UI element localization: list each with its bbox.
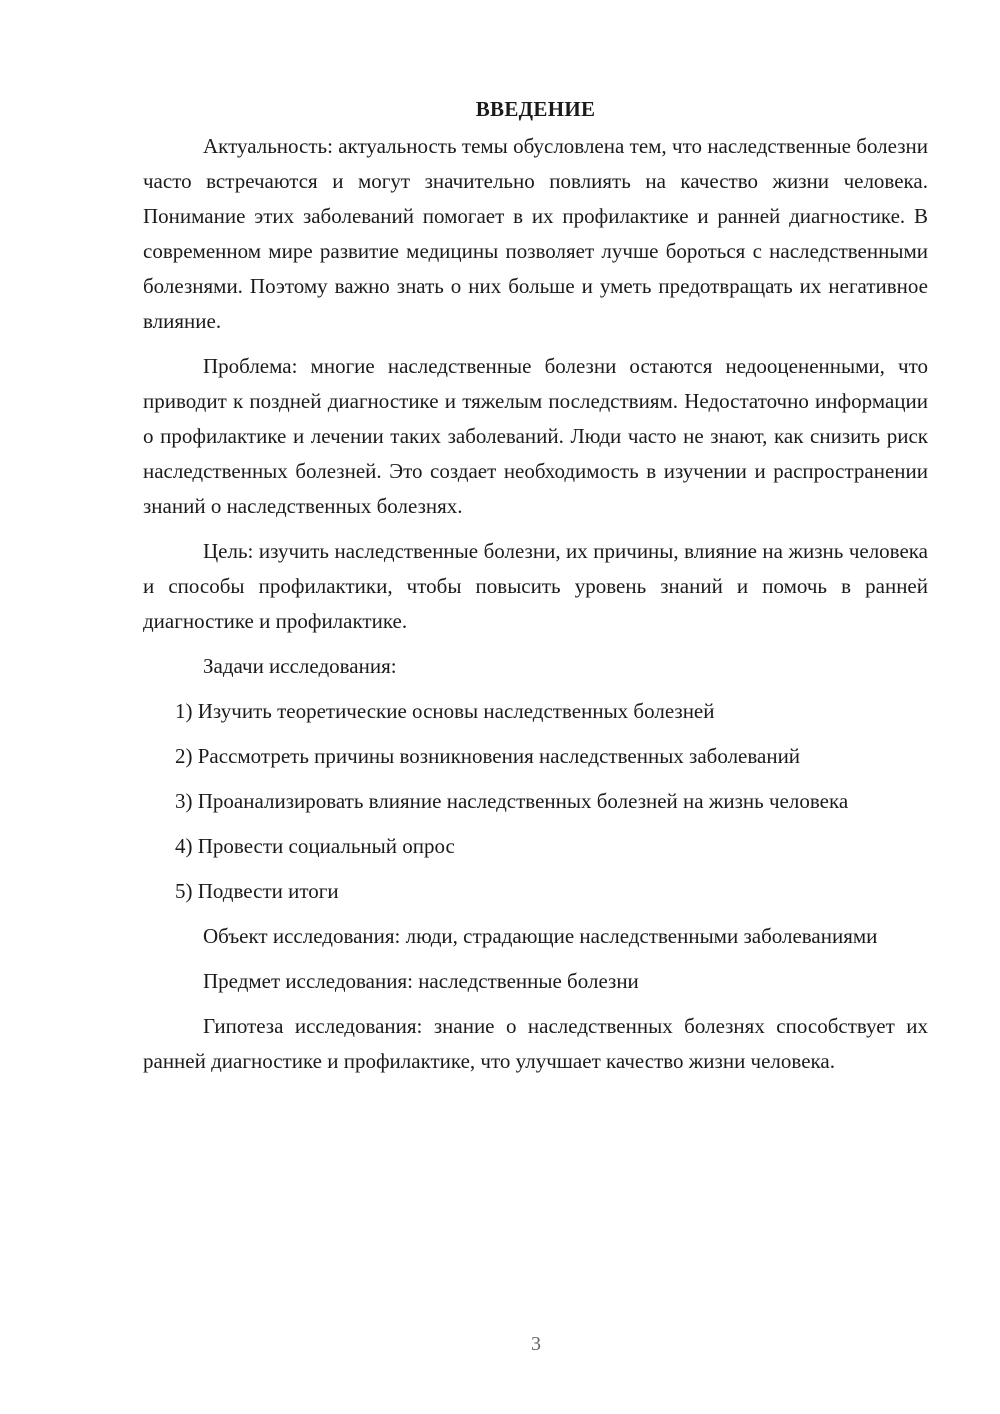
section-title: ВВЕДЕНИЕ	[475, 97, 596, 121]
task-item: 4) Провести социальный опрос	[175, 834, 455, 858]
task-item: 3) Проанализировать влияние наследственных болезней на жизнь человека	[175, 789, 849, 813]
document-page	[143, 92, 928, 1089]
tasks-heading: Задачи исследования:	[203, 654, 397, 678]
relevance-paragraph: Актуальность: актуальность темы обусловлена тем, что наследственные болезни часто встречаются и могут значительно повлиять на качество жизни человека. Понимание этих заболеваний помогает в их профилактике и ранней диагностике. В современном мире развитие медицины позволяет лучше бороться с наследственными болезнями. Поэтому важно знать о них больше и уметь предотвращать их негативное влияние.	[143, 134, 928, 333]
task-item: 5) Подвести итоги	[175, 879, 339, 903]
task-item: 1) Изучить теоретические основы наследственных болезней	[175, 699, 715, 723]
subject-paragraph: Предмет исследования: наследственные болезни	[203, 969, 639, 993]
task-item: 2) Рассмотреть причины возникновения наследственных заболеваний	[175, 744, 801, 768]
goal-paragraph: Цель: изучить наследственные болезни, их причины, влияние на жизнь человека и способы профилактики, чтобы повысить уровень знаний и помочь в ранней диагностике и профилактике.	[143, 539, 928, 633]
hypothesis-paragraph: Гипотеза исследования: знание о наследственных болезнях способствует их ранней диагностике и профилактике, что улучшает качество жизни человека.	[143, 1014, 928, 1073]
problem-paragraph: Проблема: многие наследственные болезни остаются недооцененными, что приводит к поздней диагностике и тяжелым последствиям. Недостаточно информации о профилактике и лечении таких заболеваний. Люди часто не знают, как снизить риск наследственных болезней. Это создает необходимость в изучении и распространении знаний о наследственных болезнях.	[143, 354, 928, 518]
object-paragraph: Объект исследования: люди, страдающие наследственными заболеваниями	[203, 924, 878, 948]
page-number: 3	[531, 1333, 541, 1355]
